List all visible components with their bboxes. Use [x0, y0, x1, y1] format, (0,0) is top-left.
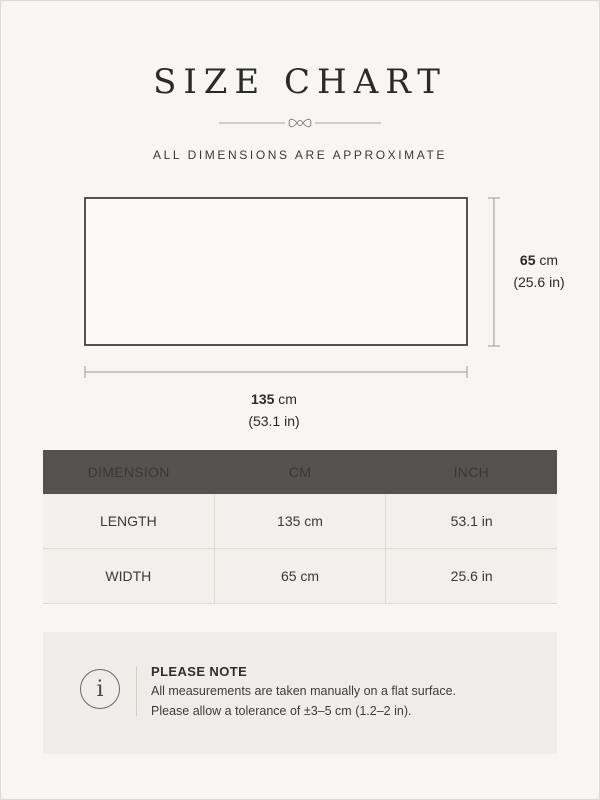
- width-unit: cm: [278, 391, 297, 407]
- row-length-label: LENGTH: [99, 513, 157, 529]
- width-dimension-label: [200, 388, 348, 432]
- note-line-1: All measurements are taken manually on a flat surface.: [151, 684, 457, 698]
- height-value: 65: [519, 252, 536, 268]
- note-divider: [136, 666, 137, 716]
- width-inch: (53.1 in): [248, 413, 300, 429]
- height-unit: cm: [539, 252, 559, 268]
- table-header: [43, 450, 557, 494]
- page-title: SIZE CHART: [153, 62, 447, 102]
- header-dimension: DIMENSION: [87, 464, 170, 480]
- table-row: [43, 549, 557, 604]
- header-cm: CM: [288, 464, 312, 480]
- table-row: [43, 494, 557, 549]
- page-subtitle: ALL DIMENSIONS ARE APPROXIMATE: [152, 148, 448, 162]
- note-heading: PLEASE NOTE: [151, 664, 248, 679]
- height-inch: (25.6 in): [513, 274, 565, 290]
- row-width-cm: 65 cm: [214, 549, 386, 603]
- row-length-inch: 53.1 in: [385, 494, 557, 548]
- note-box: [43, 632, 557, 754]
- note-line-2: Please allow a tolerance of ±3–5 cm (1.2–2 in).: [151, 704, 412, 718]
- scarf-outline: [85, 198, 467, 345]
- height-dimension-label: [500, 249, 578, 293]
- width-value: 135: [251, 391, 275, 407]
- row-width-inch: 25.6 in: [385, 549, 557, 603]
- header-inch: INCH: [453, 464, 490, 480]
- width-measure-line: [85, 366, 467, 378]
- info-icon: i: [80, 669, 120, 709]
- height-measure-line: [488, 198, 500, 346]
- row-length-cm: 135 cm: [214, 494, 386, 548]
- size-table: [43, 450, 557, 604]
- row-width-label: WIDTH: [105, 568, 152, 584]
